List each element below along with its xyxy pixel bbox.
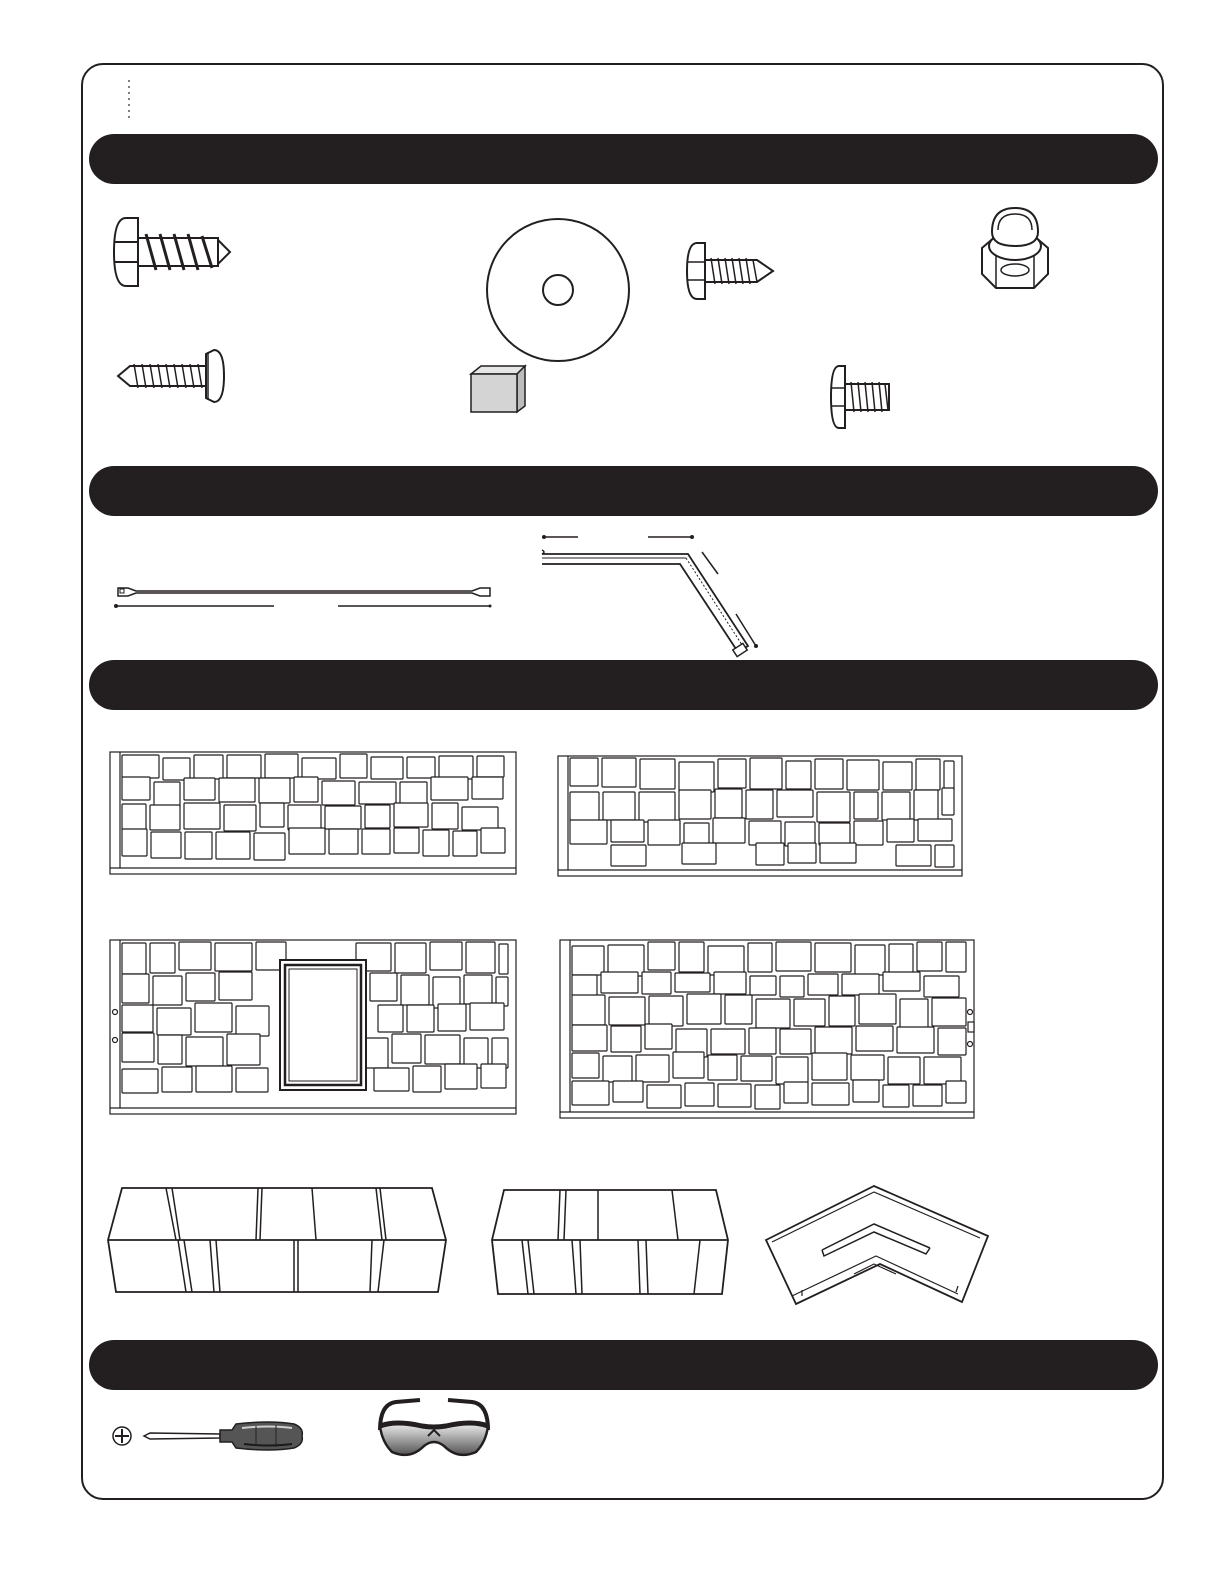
- phillips-screwdriver-icon: [110, 1416, 306, 1456]
- tapping-screw-icon: [114, 348, 226, 406]
- machine-screw-icon: [829, 362, 895, 432]
- safety-glasses-icon: [376, 1396, 492, 1466]
- roof-panel-short-icon: [488, 1186, 732, 1298]
- roof-ridge-cap-icon: [762, 1182, 992, 1308]
- section-header-rods: [89, 466, 1158, 516]
- wall-panel-window-icon: [108, 938, 520, 1118]
- wall-panel-plain-icon: [108, 750, 520, 878]
- large-pan-head-screw-icon: [108, 212, 238, 292]
- page-marker: [128, 78, 130, 122]
- wall-panel-plain-short-icon: [556, 754, 966, 880]
- section-header-hardware: [89, 134, 1158, 184]
- straight-rod-icon: [112, 582, 494, 610]
- small-pan-head-screw-icon: [685, 240, 780, 302]
- bent-rod-icon: [538, 530, 768, 660]
- wall-panel-wide-icon: [558, 938, 978, 1122]
- roof-panel-long-icon: [104, 1184, 450, 1298]
- spacer-block-icon: [467, 362, 529, 416]
- washer-icon: [484, 216, 632, 364]
- section-header-tools: [89, 1340, 1158, 1390]
- section-header-panels: [89, 660, 1158, 710]
- cap-nut-icon: [976, 204, 1054, 294]
